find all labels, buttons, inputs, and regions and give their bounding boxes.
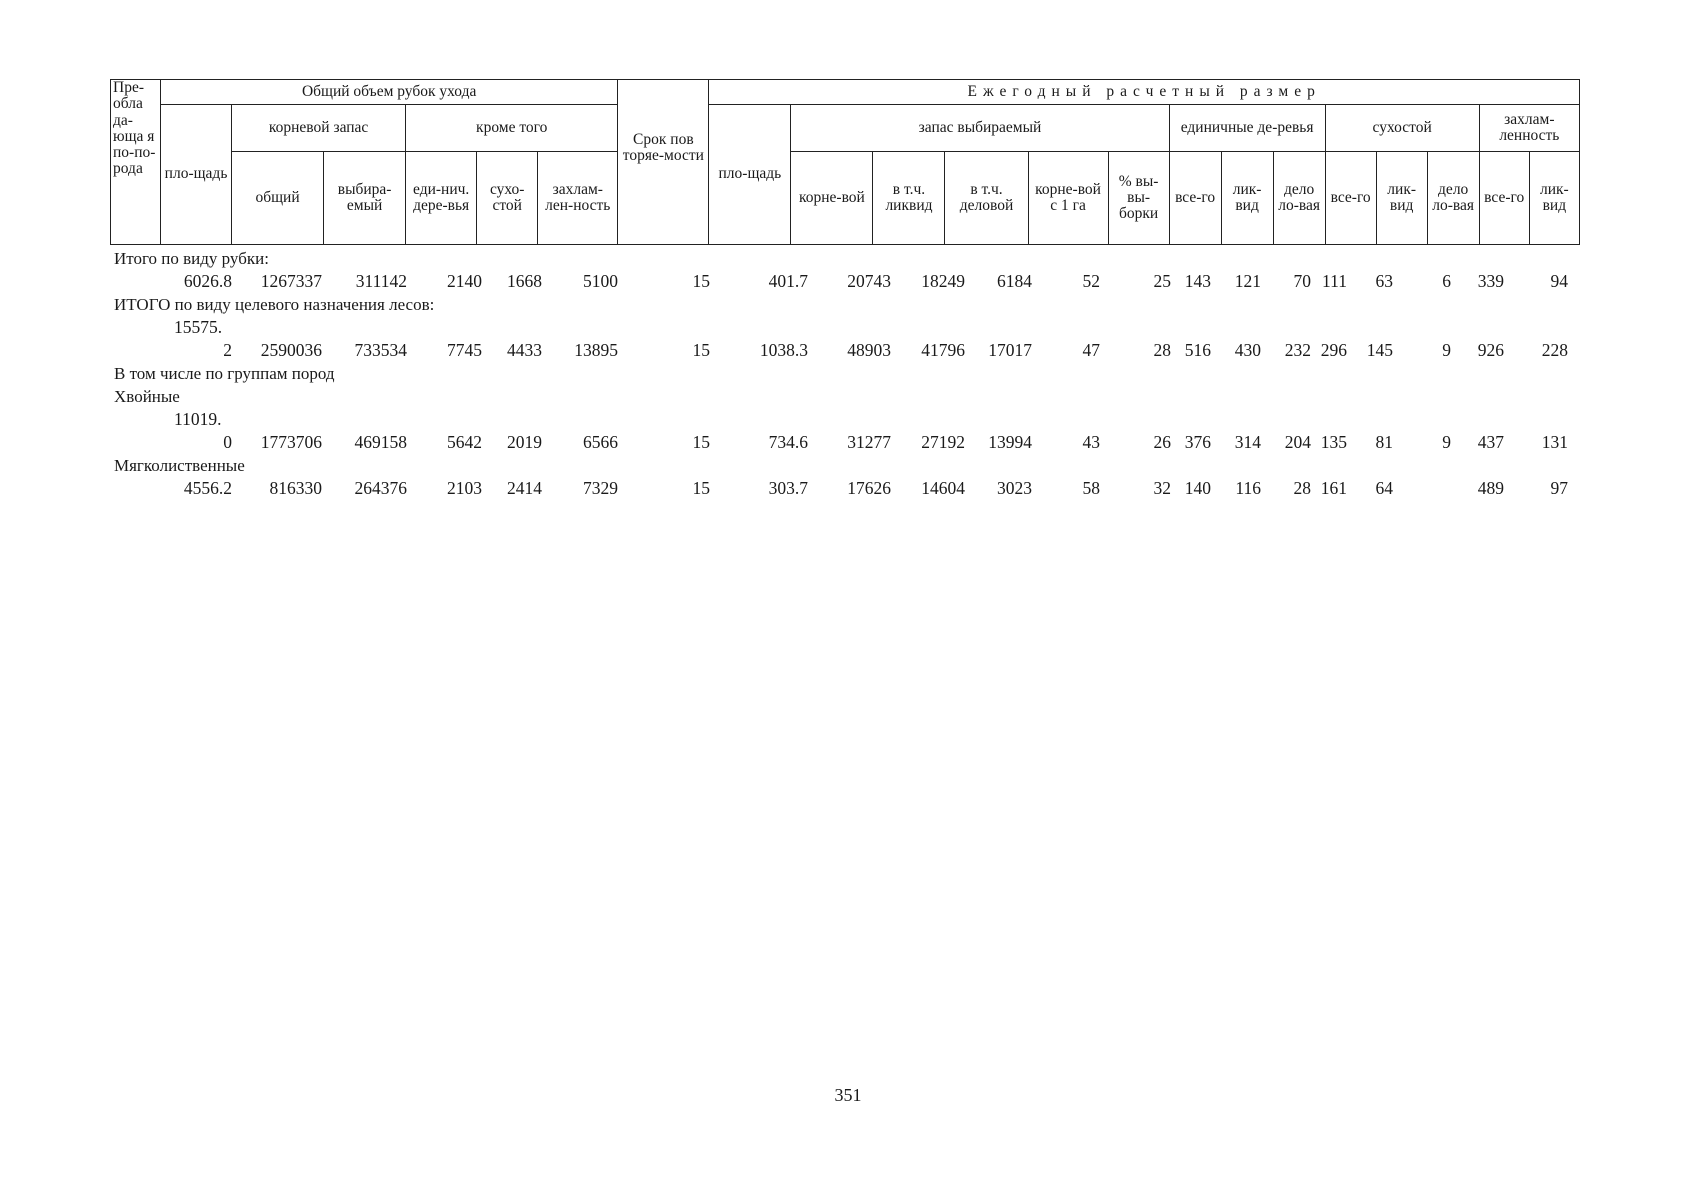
header-litter: захлам-лен-ность [538, 152, 618, 245]
cell-all-3: 489 [1477, 478, 1504, 498]
header-all-2: все-го [1325, 152, 1376, 245]
table-header [110, 79, 1580, 245]
cell-repeat-term: 15 [692, 432, 710, 452]
cell-incl-liquid: 14604 [921, 478, 965, 498]
cell-root: 17626 [847, 478, 891, 498]
row-continuation: 15575. [174, 317, 223, 337]
header-pct-selection: % вы-вы-борки [1108, 152, 1169, 245]
cell-incl-commercial: 17017 [988, 340, 1032, 360]
header-besides: кроме того [406, 105, 618, 152]
cell-single-trees: 7745 [447, 340, 482, 360]
cell-all-3: 437 [1477, 432, 1504, 452]
cell-pct-selection: 28 [1153, 340, 1171, 360]
cell-liquid-3: 228 [1541, 340, 1568, 360]
header-single-trees-group: единичные де-ревья [1169, 105, 1325, 152]
cell-all-2: 111 [1322, 271, 1347, 291]
cell-harvested: 264376 [354, 478, 407, 498]
cell-all-2: 296 [1320, 340, 1347, 360]
cell-root: 20743 [847, 271, 891, 291]
cell-annual-area: 1038.3 [759, 340, 808, 360]
cell-liquid-1: 121 [1234, 271, 1261, 291]
cell-all-2: 161 [1320, 478, 1347, 498]
cell-all-3: 926 [1477, 340, 1504, 360]
cell-pct-selection: 32 [1153, 478, 1171, 498]
header-stock-selected: запас выбираемый [791, 105, 1169, 152]
cell-liquid-1: 430 [1234, 340, 1261, 360]
cell-harvested: 733534 [354, 340, 407, 360]
header-liquid-2: лик-вид [1376, 152, 1427, 245]
cell-pct-selection: 25 [1153, 271, 1171, 291]
cell-total: 816330 [269, 478, 322, 498]
page-number: 351 [834, 1085, 862, 1105]
cell-liquid-3: 131 [1541, 432, 1568, 452]
cell-incl-commercial: 13994 [988, 432, 1032, 452]
header-root-per-ha: корне-вой с 1 га [1028, 152, 1108, 245]
header-species: Пре-обла да-юща я по-по-рода [111, 80, 161, 245]
section-label: В том числе по группам пород [114, 364, 335, 383]
header-all-1: все-го [1169, 152, 1221, 245]
cell-litter: 13895 [574, 340, 618, 360]
cell-single-trees: 2140 [447, 271, 482, 291]
cell-total: 2590036 [260, 340, 322, 360]
cell-all-1: 143 [1184, 271, 1211, 291]
cell-liquid-2: 145 [1366, 340, 1393, 360]
header-dead-group: сухостой [1325, 105, 1479, 152]
cell-repeat-term: 15 [692, 478, 710, 498]
cell-liquid-1: 116 [1235, 478, 1261, 498]
header-liquid-1: лик-вид [1221, 152, 1273, 245]
cell-root-per-ha: 47 [1082, 340, 1100, 360]
cell-area: 4556.2 [183, 478, 232, 498]
cell-dead-stand: 1668 [507, 271, 542, 291]
header-area: пло-щадь [161, 105, 232, 245]
cell-dead-stand: 4433 [507, 340, 542, 360]
cell-repeat-term: 15 [692, 340, 710, 360]
cell-commercial-1: 70 [1293, 271, 1311, 291]
cell-commercial-2: 9 [1442, 340, 1451, 360]
cell-single-trees: 5642 [447, 432, 482, 452]
cell-incl-liquid: 41796 [921, 340, 965, 360]
header-annual-size: Ежегодный расчетный размер [709, 80, 1580, 105]
cell-area: 6026.8 [183, 271, 232, 291]
cell-litter: 6566 [583, 432, 618, 452]
cell-commercial-2: 6 [1442, 271, 1451, 291]
cell-commercial-2: 9 [1442, 432, 1451, 452]
cell-liquid-3: 97 [1550, 478, 1568, 498]
header-commercial-1: дело ло-вая [1273, 152, 1325, 245]
cell-incl-liquid: 27192 [921, 432, 965, 452]
cell-liquid-2: 81 [1375, 432, 1393, 452]
header-incl-commercial: в т.ч. деловой [945, 152, 1028, 245]
cell-liquid-2: 63 [1375, 271, 1393, 291]
cell-dead-stand: 2019 [507, 432, 542, 452]
cell-incl-commercial: 3023 [997, 478, 1032, 498]
cell-liquid-3: 94 [1550, 271, 1568, 291]
cell-area: 0 [223, 432, 232, 452]
header-total: общий [232, 152, 324, 245]
header-liquid-3: лик-вид [1529, 152, 1579, 245]
cell-harvested: 469158 [354, 432, 407, 452]
section-label: Мягколиственные [114, 456, 245, 475]
cell-single-trees: 2103 [447, 478, 482, 498]
header-root: корне-вой [791, 152, 873, 245]
cell-all-3: 339 [1477, 271, 1504, 291]
header-annual-area: пло-щадь [709, 105, 791, 245]
cell-total: 1773706 [260, 432, 322, 452]
cell-annual-area: 401.7 [768, 271, 808, 291]
cell-area: 2 [223, 340, 232, 360]
cell-pct-selection: 26 [1153, 432, 1171, 452]
cell-liquid-1: 314 [1234, 432, 1261, 452]
section-label: Хвойные [114, 387, 180, 406]
header-root-stock: корневой запас [232, 105, 406, 152]
header-incl-liquid: в т.ч. ликвид [873, 152, 945, 245]
cell-root-per-ha: 52 [1082, 271, 1100, 291]
cell-liquid-2: 64 [1375, 478, 1393, 498]
header-litter-group: захлам-ленность [1479, 105, 1579, 152]
cell-litter: 7329 [583, 478, 618, 498]
cell-root: 48903 [847, 340, 891, 360]
cell-root: 31277 [847, 432, 891, 452]
table-row [110, 339, 1580, 362]
table-row [110, 431, 1580, 454]
table-body [110, 247, 1580, 500]
cell-annual-area: 303.7 [768, 478, 808, 498]
cell-root-per-ha: 58 [1082, 478, 1100, 498]
cell-all-2: 135 [1320, 432, 1347, 452]
cell-annual-area: 734.6 [768, 432, 808, 452]
cell-incl-liquid: 18249 [921, 271, 965, 291]
cell-incl-commercial: 6184 [997, 271, 1032, 291]
section-label: Итого по виду рубки: [114, 249, 269, 268]
cell-dead-stand: 2414 [507, 478, 542, 498]
row-continuation: 11019. [174, 409, 222, 429]
cell-repeat-term: 15 [692, 271, 710, 291]
table-row [110, 270, 1580, 293]
section-label: ИТОГО по виду целевого назначения лесов: [114, 295, 435, 314]
cell-litter: 5100 [583, 271, 618, 291]
header-all-3: все-го [1479, 152, 1529, 245]
header-total-volume: Общий объем рубок ухода [161, 80, 618, 105]
header-repeat-term: Срок пов торяе-мости [618, 80, 709, 245]
cell-harvested: 311142 [355, 271, 407, 291]
cell-root-per-ha: 43 [1082, 432, 1100, 452]
cell-commercial-1: 204 [1284, 432, 1311, 452]
header-commercial-2: дело ло-вая [1427, 152, 1479, 245]
header-dead-stand: сухо-стой [477, 152, 538, 245]
cell-total: 1267337 [260, 271, 322, 291]
header-harvested: выбира-емый [324, 152, 406, 245]
cell-all-1: 140 [1184, 478, 1211, 498]
cell-all-1: 516 [1184, 340, 1211, 360]
header-single-trees: еди-нич. дере-вья [406, 152, 477, 245]
cell-all-1: 376 [1184, 432, 1211, 452]
table-row [110, 477, 1580, 500]
cell-commercial-1: 28 [1293, 478, 1311, 498]
cell-commercial-1: 232 [1284, 340, 1311, 360]
